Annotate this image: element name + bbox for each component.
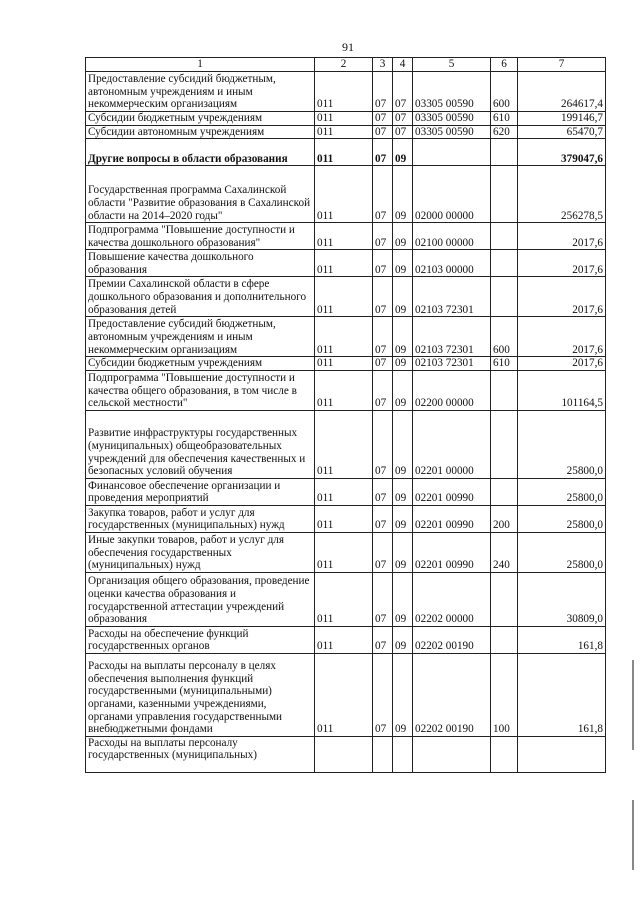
row-label: Премии Сахалинской области в сфере дошкольного образования и дополнительного образования детей	[86, 277, 315, 317]
row-cell-6: 610	[491, 357, 518, 371]
row-cell-2: 011	[315, 478, 373, 505]
row-cell-3: 07	[373, 653, 393, 736]
table-row	[86, 478, 606, 505]
row-cell-2	[315, 736, 373, 772]
row-cell-3: 07	[373, 277, 393, 317]
row-cell-7: 161,8	[518, 653, 606, 736]
row-cell-6	[491, 572, 518, 626]
row-cell-4: 09	[393, 317, 413, 357]
row-cell-5: 02103 72301	[413, 357, 491, 371]
row-cell-5: 02201 00000	[413, 410, 491, 478]
row-cell-7: 65470,7	[518, 125, 606, 139]
row-cell-3: 07	[373, 370, 393, 410]
row-cell-3: 07	[373, 317, 393, 357]
row-cell-7: 25800,0	[518, 505, 606, 532]
row-cell-6: 100	[491, 653, 518, 736]
row-cell-3: 07	[373, 223, 393, 250]
row-cell-3: 07	[373, 166, 393, 223]
row-cell-6	[491, 250, 518, 277]
row-cell-6	[491, 277, 518, 317]
row-cell-3: 07	[373, 112, 393, 126]
row-label: Организация общего образования, проведение оценки качества образования и государственной аттестации учреждений образования	[86, 572, 315, 626]
row-label: Другие вопросы в области образования	[86, 139, 315, 166]
row-label: Повышение качества дошкольного образования	[86, 250, 315, 277]
header-cell: 4	[393, 58, 413, 72]
budget-table	[85, 57, 606, 773]
row-cell-5: 02200 00000	[413, 370, 491, 410]
row-cell-2: 011	[315, 410, 373, 478]
row-cell-2: 011	[315, 532, 373, 572]
header-cell: 7	[518, 58, 606, 72]
row-cell-5: 03305 00590	[413, 125, 491, 139]
row-cell-5: 03305 00590	[413, 72, 491, 112]
row-cell-5: 02201 00990	[413, 505, 491, 532]
row-cell-7: 379047,6	[518, 139, 606, 166]
row-cell-2: 011	[315, 317, 373, 357]
row-cell-5: 02202 00190	[413, 626, 491, 653]
row-cell-4	[393, 736, 413, 772]
row-cell-7: 2017,6	[518, 277, 606, 317]
row-cell-2: 011	[315, 653, 373, 736]
table-row	[86, 736, 606, 772]
row-cell-3: 07	[373, 478, 393, 505]
row-cell-6	[491, 626, 518, 653]
row-cell-6: 620	[491, 125, 518, 139]
row-cell-7: 101164,5	[518, 370, 606, 410]
row-cell-7: 199146,7	[518, 112, 606, 126]
row-cell-4: 09	[393, 139, 413, 166]
row-label: Расходы на обеспечение функций государственных органов	[86, 626, 315, 653]
row-cell-2: 011	[315, 125, 373, 139]
row-cell-2: 011	[315, 505, 373, 532]
row-cell-7: 264617,4	[518, 72, 606, 112]
row-cell-4: 07	[393, 72, 413, 112]
row-cell-6	[491, 478, 518, 505]
table-row	[86, 125, 606, 139]
row-cell-7: 30809,0	[518, 572, 606, 626]
row-label: Закупка товаров, работ и услуг для государственных (муниципальных) нужд	[86, 505, 315, 532]
row-cell-2: 011	[315, 139, 373, 166]
row-cell-2: 011	[315, 572, 373, 626]
row-cell-5: 02103 00000	[413, 250, 491, 277]
row-cell-7: 2017,6	[518, 357, 606, 371]
table-row	[86, 72, 606, 112]
row-cell-2: 011	[315, 166, 373, 223]
row-cell-4: 09	[393, 166, 413, 223]
row-cell-2: 011	[315, 370, 373, 410]
table-row	[86, 223, 606, 250]
row-cell-3: 07	[373, 626, 393, 653]
row-cell-2: 011	[315, 72, 373, 112]
row-label: Финансовое обеспечение организации и проведения мероприятий	[86, 478, 315, 505]
row-cell-6	[491, 223, 518, 250]
row-cell-3: 07	[373, 572, 393, 626]
row-cell-4: 09	[393, 357, 413, 371]
row-cell-3: 07	[373, 250, 393, 277]
row-cell-5: 02201 00990	[413, 532, 491, 572]
row-cell-4: 09	[393, 532, 413, 572]
row-cell-7: 2017,6	[518, 317, 606, 357]
row-label: Субсидии бюджетным учреждениям	[86, 112, 315, 126]
row-cell-6	[491, 410, 518, 478]
table-header-row	[86, 58, 606, 72]
row-cell-6: 600	[491, 72, 518, 112]
row-cell-3: 07	[373, 532, 393, 572]
table-row	[86, 653, 606, 736]
row-cell-5	[413, 139, 491, 166]
row-cell-2: 011	[315, 223, 373, 250]
row-cell-4: 09	[393, 223, 413, 250]
row-cell-6: 200	[491, 505, 518, 532]
row-cell-2: 011	[315, 357, 373, 371]
row-cell-6	[491, 166, 518, 223]
row-cell-4: 09	[393, 410, 413, 478]
row-cell-5	[413, 736, 491, 772]
row-label: Развитие инфраструктуры государственных (муниципальных) общеобразовательных учреждений для обеспечения качественных и безопасных условий обучения	[86, 410, 315, 478]
table-row	[86, 410, 606, 478]
row-cell-4: 09	[393, 653, 413, 736]
row-cell-2: 011	[315, 277, 373, 317]
row-label: Подпрограмма "Повышение доступности и качества дошкольного образования"	[86, 223, 315, 250]
table-row	[86, 370, 606, 410]
row-cell-7: 25800,0	[518, 478, 606, 505]
row-cell-3: 07	[373, 505, 393, 532]
row-cell-6: 600	[491, 317, 518, 357]
table-row	[86, 166, 606, 223]
scan-edge-mark	[632, 660, 634, 750]
table-row	[86, 317, 606, 357]
row-cell-4: 09	[393, 277, 413, 317]
row-cell-7: 2017,6	[518, 223, 606, 250]
row-cell-7: 25800,0	[518, 410, 606, 478]
row-cell-4: 09	[393, 572, 413, 626]
header-cell: 5	[413, 58, 491, 72]
row-cell-6: 610	[491, 112, 518, 126]
table-row	[86, 250, 606, 277]
row-label: Предоставление субсидий бюджетным, автономным учреждениям и иным некоммерческим организациям	[86, 72, 315, 112]
row-cell-6	[491, 370, 518, 410]
table-row	[86, 277, 606, 317]
row-cell-4: 07	[393, 125, 413, 139]
row-label: Расходы на выплаты персоналу в целях обеспечения выполнения функций государственными (муниципальными) органами, казенными учреждениями, органами управления государственными внебюджетными фондами	[86, 653, 315, 736]
row-label: Расходы на выплаты персоналу государственных (муниципальных)	[86, 736, 315, 772]
row-cell-4: 09	[393, 626, 413, 653]
header-cell: 6	[491, 58, 518, 72]
row-cell-6	[491, 736, 518, 772]
header-cell: 1	[86, 58, 315, 72]
row-cell-4: 09	[393, 478, 413, 505]
table-row	[86, 357, 606, 371]
row-cell-5: 02000 00000	[413, 166, 491, 223]
row-cell-4: 09	[393, 370, 413, 410]
row-cell-2: 011	[315, 626, 373, 653]
row-cell-3: 07	[373, 410, 393, 478]
row-cell-7: 161,8	[518, 626, 606, 653]
header-cell: 3	[373, 58, 393, 72]
row-label: Субсидии бюджетным учреждениям	[86, 357, 315, 371]
row-cell-3	[373, 736, 393, 772]
row-label: Подпрограмма "Повышение доступности и качества общего образования, в том числе в сельской местности"	[86, 370, 315, 410]
table-row	[86, 626, 606, 653]
row-cell-5: 02201 00990	[413, 478, 491, 505]
row-cell-7: 256278,5	[518, 166, 606, 223]
page-number: 91	[342, 40, 354, 54]
row-label: Государственная программа Сахалинской области "Развитие образования в Сахалинской области на 2014–2020 годы"	[86, 166, 315, 223]
row-cell-5: 03305 00590	[413, 112, 491, 126]
table-row	[86, 532, 606, 572]
row-cell-2: 011	[315, 250, 373, 277]
row-cell-7: 25800,0	[518, 532, 606, 572]
row-cell-4: 09	[393, 250, 413, 277]
table-row	[86, 505, 606, 532]
row-cell-7	[518, 736, 606, 772]
row-cell-3: 07	[373, 357, 393, 371]
row-label: Иные закупки товаров, работ и услуг для обеспечения государственных (муниципальных) нужд	[86, 532, 315, 572]
row-cell-4: 09	[393, 505, 413, 532]
table-row	[86, 112, 606, 126]
row-cell-5: 02202 00190	[413, 653, 491, 736]
row-cell-3: 07	[373, 125, 393, 139]
row-cell-4: 07	[393, 112, 413, 126]
row-cell-6	[491, 139, 518, 166]
row-cell-3: 07	[373, 72, 393, 112]
row-cell-5: 02202 00000	[413, 572, 491, 626]
row-cell-6: 240	[491, 532, 518, 572]
row-label: Предоставление субсидий бюджетным, автономным учреждениям и иным некоммерческим организациям	[86, 317, 315, 357]
row-cell-7: 2017,6	[518, 250, 606, 277]
row-cell-5: 02100 00000	[413, 223, 491, 250]
table-row	[86, 572, 606, 626]
row-cell-5: 02103 72301	[413, 277, 491, 317]
row-label: Субсидии автономным учреждениям	[86, 125, 315, 139]
row-cell-3: 07	[373, 139, 393, 166]
header-cell: 2	[315, 58, 373, 72]
table-row	[86, 139, 606, 166]
scan-edge-mark	[632, 800, 634, 870]
row-cell-5: 02103 72301	[413, 317, 491, 357]
row-cell-2: 011	[315, 112, 373, 126]
